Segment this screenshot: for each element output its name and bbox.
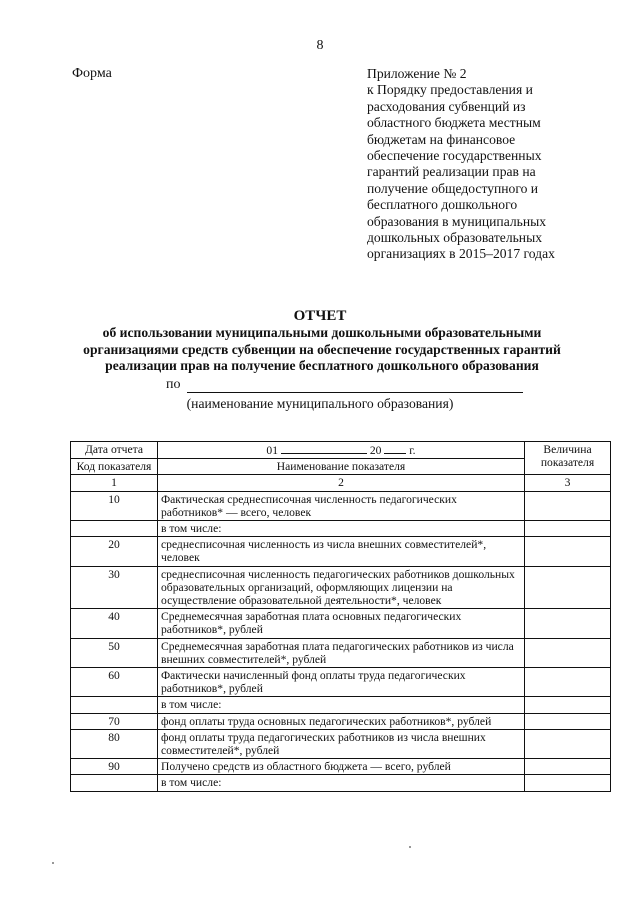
municipality-field-line[interactable]: [187, 392, 523, 393]
date-label: Дата отчета: [71, 442, 158, 459]
scan-speck: [52, 862, 54, 864]
row-value-cell[interactable]: [525, 609, 611, 638]
date-day: 01: [266, 444, 278, 457]
annex-line: получение общедоступного и: [367, 180, 539, 196]
municipality-caption: (наименование муниципального образования): [186, 396, 454, 411]
column-number: 1: [71, 475, 158, 491]
report-subtitle: [40, 325, 604, 375]
table-row: [71, 491, 611, 520]
row-value-cell[interactable]: [525, 759, 611, 775]
table-row: [71, 566, 611, 609]
subtitle-line: об использовании муниципальными дошкольными образовательными: [102, 325, 542, 340]
table-row: [71, 713, 611, 729]
row-code: 20: [71, 537, 158, 566]
row-value-cell[interactable]: [525, 729, 611, 758]
row-value-cell[interactable]: [525, 537, 611, 566]
row-value-cell[interactable]: [525, 521, 611, 537]
annex-line: гарантий реализации прав на: [367, 164, 536, 180]
table-row: [71, 729, 611, 758]
page-number: 8: [316, 38, 324, 53]
table-row: [71, 638, 611, 667]
row-name: фонд оплаты труда педагогических работников из числа внешних совместителей*, рублей: [158, 729, 525, 758]
column-number: 3: [525, 475, 611, 491]
annex-line: областного бюджета местным: [367, 115, 541, 131]
annex-line: дошкольных образовательных: [367, 230, 543, 246]
row-name: фонд оплаты труда основных педагогических работников*, рублей: [158, 713, 525, 729]
annex-block: [367, 66, 617, 263]
row-code: [71, 775, 158, 791]
row-name: Среднемесячная заработная плата педагогических работников из числа внешних совместителей*, рублей: [158, 638, 525, 667]
row-code: 70: [71, 713, 158, 729]
row-code: 90: [71, 759, 158, 775]
subtitle-line: реализации прав на получение бесплатного дошкольного образования: [105, 358, 539, 374]
row-code: 50: [71, 638, 158, 667]
row-code: [71, 697, 158, 713]
annex-line: образования в муниципальных: [367, 213, 547, 229]
row-name: среднесписочная численность педагогических работников дошкольных образовательных организаций, оформляющих лицензии на осуществление образовательной деятельности*, человек: [158, 566, 525, 609]
row-name: среднесписочная численность из числа внешних совместителей*, человек: [158, 537, 525, 566]
row-name: Фактическая среднесписочная численность педагогических работников* — всего, человек: [158, 491, 525, 520]
row-name: Получено средств из областного бюджета — всего, рублей: [158, 759, 525, 775]
report-table: [70, 441, 611, 792]
row-value-cell[interactable]: [525, 697, 611, 713]
code-header: Код показателя: [71, 459, 158, 475]
annex-line: к Порядку предоставления и: [367, 82, 533, 98]
row-code: 60: [71, 668, 158, 697]
row-code: 10: [71, 491, 158, 520]
row-value-cell[interactable]: [525, 668, 611, 697]
scan-speck: [409, 846, 411, 848]
table-row: [71, 759, 611, 775]
table-row: [71, 521, 611, 537]
row-value-cell[interactable]: [525, 638, 611, 667]
row-name: Фактически начисленный фонд оплаты труда педагогических работников*, рублей: [158, 668, 525, 697]
table-row: [71, 609, 611, 638]
annex-line: организациях в 2015–2017 годах: [367, 246, 555, 262]
row-code: [71, 521, 158, 537]
column-number: 2: [158, 475, 525, 491]
form-label: Форма: [72, 66, 112, 81]
report-date-field[interactable]: [158, 442, 525, 459]
annex-line: бесплатного дошкольного: [367, 197, 518, 213]
subtitle-line: организациями средств субвенции на обеспечение государственных гарантий: [83, 341, 561, 357]
column-number-row: [71, 475, 611, 491]
table-row: [71, 537, 611, 566]
row-name: в том числе:: [158, 521, 525, 537]
table-row: [71, 775, 611, 791]
row-value-cell[interactable]: [525, 713, 611, 729]
table-row: [71, 668, 611, 697]
by-label: по: [166, 377, 181, 392]
table-header-row: [71, 442, 611, 459]
row-name: в том числе:: [158, 775, 525, 791]
row-code: 30: [71, 566, 158, 609]
row-value-cell[interactable]: [525, 775, 611, 791]
value-header: Величина показателя: [525, 442, 611, 475]
row-code: 40: [71, 609, 158, 638]
row-code: 80: [71, 729, 158, 758]
row-value-cell[interactable]: [525, 566, 611, 609]
report-title: ОТЧЕТ: [293, 308, 347, 324]
annex-line: обеспечение государственных: [367, 148, 542, 164]
row-value-cell[interactable]: [525, 491, 611, 520]
row-name: в том числе:: [158, 697, 525, 713]
row-name: Среднемесячная заработная плата основных педагогических работников*, рублей: [158, 609, 525, 638]
name-header: Наименование показателя: [158, 459, 525, 475]
date-year: 20: [369, 444, 382, 457]
date-suffix: г.: [409, 444, 416, 457]
annex-line: бюджетам на финансовое: [367, 131, 516, 147]
annex-line: расходования субвенций из: [367, 98, 526, 114]
annex-line: Приложение № 2: [367, 66, 467, 81]
table-row: [71, 697, 611, 713]
